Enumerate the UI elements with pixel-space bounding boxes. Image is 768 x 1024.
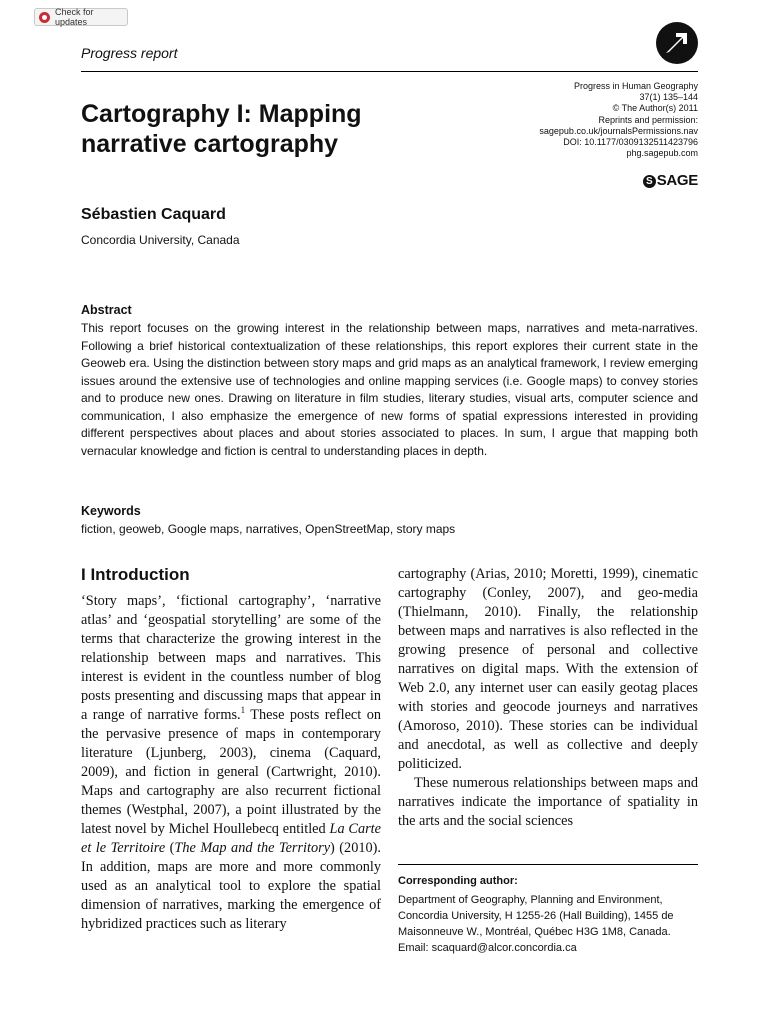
body-column-right [398, 565, 698, 831]
journal-name: Progress in Human Geography [573, 81, 698, 91]
section-label: Progress report [81, 45, 178, 61]
intro-italic-title-en: The Map and the Territory [174, 840, 331, 856]
copyright: © The Author(s) 2011 [612, 103, 698, 114]
intro-text-2: These posts reflect on the pervasive presence of maps in contemporary literature (Ljunberg, 2003), cinema (Caquard, 2009), and fiction in general (Cartwright, 2010). Maps and cartography are also recurrent fictional themes (Westphal, 2007), a point illustrated by the latest novel by Michel Houllebecq entitled [81, 707, 381, 837]
corresponding-rule [398, 864, 698, 865]
doi[interactable]: DOI: 10.1177/0309132511423796 [563, 137, 698, 148]
abstract-text: This report focuses on the growing interest in the relationship between maps, narratives and meta-narratives. Following a brief historical contextualization of these relationships, this report explores their current state in the Geoweb era. Using the distinction between story maps and grid maps as an analytical framework, I review emerging issues around the extensive use of technologies and online mapping services (i.e. Google maps) to convey stories and to produce new ones. Drawing on literature in film studies, literary studies, visual arts, computer science and communication, I also emphasize the emergence of new forms of spatial expressions interested in providing different perspectives about places and about stories associated to places. In sum, I argue that mapping both vernacular knowledge and fiction is central to understanding places in depth. [81, 321, 698, 458]
intro-paragraph-1-continued: cartography (Arias, 2010; Moretti, 1999), cinematic cartography (Conley, 2007), and geo-media (Thielmann, 2010). Finally, the relationship between maps and narratives is also reflected in the growing presence of personal and collective narratives on digital maps. With the extension of Web 2.0, any internet user can easily geotag places with stories and geocode journeys and narratives (Amoroso, 2010). These stories can be individual and anecdotal, as well as collective and deeply politicized. [398, 566, 698, 772]
permissions-link[interactable]: sagepub.co.uk/journalsPermissions.nav [539, 125, 698, 136]
section-heading-introduction: I Introduction [81, 565, 190, 584]
corresponding-line-1: Department of Geography, Planning and Environment, [398, 894, 663, 906]
publisher-name: SAGE [656, 172, 698, 189]
intro-italic-title-fr: La Carte et le Territoire [81, 821, 381, 856]
author-name: Sébastien Caquard [81, 206, 226, 223]
author-affiliation: Concordia University, Canada [81, 233, 240, 247]
intro-text-1: ‘Story maps’, ‘fictional cartography’, ‘narrative atlas’ and ‘geospatial storytelling’ are some of the terms that characterize the growing interest in the relationship between maps and narratives. This interest is evident in the countless number of blog posts presenting and discussing maps that appear in a range of narrative forms. [81, 593, 381, 723]
corresponding-line-3: Maisonneuve W., Montréal, Québec H3G 1M8, Canada. [398, 926, 671, 938]
corresponding-address [398, 892, 698, 956]
keywords-heading: Keywords [81, 504, 141, 518]
journal-meta [539, 81, 698, 159]
journal-volume: 37(1) 135–144 [639, 92, 698, 103]
abstract-heading: Abstract [81, 303, 132, 317]
keywords-text: fiction, geoweb, Google maps, narratives, OpenStreetMap, story maps [81, 522, 456, 536]
article-title [81, 99, 421, 159]
publisher-logo [643, 172, 698, 189]
intro-text-4: ) (2010). In addition, maps are more and more commonly used as an analytical tool to explore the spatial dimension of narratives, marking the emergence of hybridized practices such as literary [81, 840, 381, 932]
reprints-label: Reprints and permission: [598, 114, 698, 125]
crossmark-icon [39, 12, 50, 23]
corresponding-heading: Corresponding author: [398, 875, 518, 887]
footnote-ref[interactable]: 1 [240, 705, 246, 716]
title-line-2: narrative cartography [81, 130, 339, 158]
sage-s-icon: S [643, 175, 656, 188]
journal-website[interactable]: phg.sagepub.com [626, 148, 698, 159]
intro-text-3: ( [165, 840, 175, 856]
corresponding-email[interactable]: Email: scaquard@alcor.concordia.ca [398, 942, 577, 954]
corresponding-line-2: Concordia University, H 1255-26 (Hall Building), 1455 de [398, 910, 674, 922]
header-rule [81, 71, 698, 72]
journal-logo-icon [656, 22, 698, 64]
intro-paragraph-1 [81, 592, 381, 934]
title-line-1: Cartography I: Mapping [81, 100, 362, 128]
body-column-left [81, 592, 381, 934]
intro-paragraph-2: These numerous relationships between maps and narratives indicate the importance of spatiality in the arts and the social sciences [398, 775, 698, 829]
check-for-updates-badge[interactable] [34, 8, 128, 26]
check-for-updates-label: Check for updates [55, 7, 94, 27]
